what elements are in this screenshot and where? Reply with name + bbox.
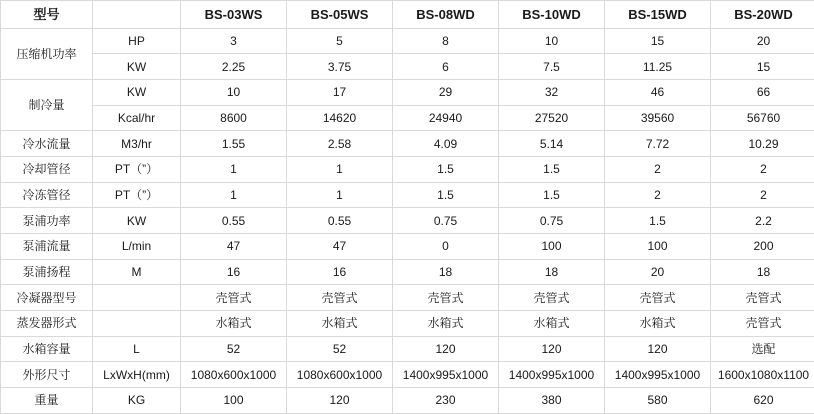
row-unit: LxWxH(mm) [93,362,181,388]
table-row [1,259,814,285]
row-value: 8 [393,28,499,54]
row-value: 2.2 [711,208,814,234]
row-value: 16 [287,259,393,285]
table-body [1,1,814,414]
row-value: 水箱式 [499,311,605,337]
row-value: 水箱式 [181,311,287,337]
row-unit: KW [93,54,181,80]
row-value: 5 [287,28,393,54]
row-value: 27520 [499,105,605,131]
row-value: 0.55 [181,208,287,234]
row-label: 外形尺寸 [1,362,93,388]
header-cell-unit [93,1,181,29]
header-cell-model: BS-05WS [287,1,393,29]
row-value: 2 [605,157,711,183]
row-value: 7.72 [605,131,711,157]
row-value: 120 [393,336,499,362]
row-label: 制冷量 [1,80,93,131]
row-value: 4.09 [393,131,499,157]
header-cell-model: BS-08WD [393,1,499,29]
row-value: 2.25 [181,54,287,80]
row-value: 水箱式 [287,311,393,337]
row-value: 120 [499,336,605,362]
row-unit: KW [93,208,181,234]
row-value: 6 [393,54,499,80]
row-label: 冷却管径 [1,157,93,183]
row-value: 0.75 [393,208,499,234]
row-value: 壳管式 [287,285,393,311]
row-label: 泵浦流量 [1,234,93,260]
row-unit: M [93,259,181,285]
row-unit [93,285,181,311]
row-value: 17 [287,80,393,106]
row-value: 7.5 [499,54,605,80]
row-value: 3 [181,28,287,54]
table-row [1,311,814,337]
row-value: 46 [605,80,711,106]
row-unit: KW [93,80,181,106]
table-row [1,208,814,234]
row-value: 0.75 [499,208,605,234]
row-label: 水箱容量 [1,336,93,362]
row-value: 10 [181,80,287,106]
row-unit: KG [93,388,181,414]
row-value: 32 [499,80,605,106]
row-value: 1400x995x1000 [605,362,711,388]
row-value: 47 [287,234,393,260]
row-label: 冷冻管径 [1,182,93,208]
row-value: 15 [711,54,814,80]
row-value: 壳管式 [711,285,814,311]
row-value: 1 [287,182,393,208]
row-value: 2.58 [287,131,393,157]
row-value: 580 [605,388,711,414]
table-row [1,182,814,208]
row-label: 重量 [1,388,93,414]
row-unit: L/min [93,234,181,260]
row-value: 10 [499,28,605,54]
row-unit: Kcal/hr [93,105,181,131]
row-value: 2 [711,182,814,208]
row-unit: PT（”） [93,157,181,183]
row-value: 1080x600x1000 [287,362,393,388]
row-value: 水箱式 [393,311,499,337]
row-value: 47 [181,234,287,260]
row-value: 壳管式 [605,285,711,311]
row-value: 1400x995x1000 [499,362,605,388]
row-value: 1 [181,157,287,183]
table-row [1,28,814,54]
row-unit: M3/hr [93,131,181,157]
row-value: 1.55 [181,131,287,157]
row-unit [93,311,181,337]
row-value: 选配 [711,336,814,362]
row-value: 1.5 [499,157,605,183]
row-value: 39560 [605,105,711,131]
row-label: 蒸发器形式 [1,311,93,337]
row-value: 1.5 [499,182,605,208]
row-value: 2 [711,157,814,183]
row-value: 56760 [711,105,814,131]
row-label: 压缩机功率 [1,28,93,79]
row-value: 1.5 [605,208,711,234]
row-value: 壳管式 [181,285,287,311]
row-value: 壳管式 [711,311,814,337]
row-unit: L [93,336,181,362]
row-value: 1400x995x1000 [393,362,499,388]
row-value: 29 [393,80,499,106]
row-value: 10.29 [711,131,814,157]
row-value: 16 [181,259,287,285]
row-value: 24940 [393,105,499,131]
table-row [1,285,814,311]
header-cell-model: BS-10WD [499,1,605,29]
row-value: 水箱式 [605,311,711,337]
row-value: 52 [287,336,393,362]
row-value: 66 [711,80,814,106]
row-value: 壳管式 [393,285,499,311]
row-value: 1080x600x1000 [181,362,287,388]
table-row [1,105,814,131]
row-unit: PT（”） [93,182,181,208]
row-value: 5.14 [499,131,605,157]
row-label: 泵浦扬程 [1,259,93,285]
table-row [1,362,814,388]
row-value: 1 [181,182,287,208]
row-value: 0 [393,234,499,260]
row-value: 2 [605,182,711,208]
row-value: 20 [711,28,814,54]
table-header-row [1,1,814,29]
header-cell-model-label: 型号 [1,1,93,29]
row-value: 8600 [181,105,287,131]
row-value: 20 [605,259,711,285]
row-value: 620 [711,388,814,414]
row-unit: HP [93,28,181,54]
table-row [1,80,814,106]
row-value: 1600x1080x1100 [711,362,814,388]
row-value: 100 [605,234,711,260]
row-value: 100 [181,388,287,414]
row-value: 380 [499,388,605,414]
table-row [1,336,814,362]
row-value: 14620 [287,105,393,131]
table-row [1,234,814,260]
row-value: 230 [393,388,499,414]
row-value: 120 [287,388,393,414]
row-value: 11.25 [605,54,711,80]
row-value: 100 [499,234,605,260]
row-value: 壳管式 [499,285,605,311]
table-row [1,131,814,157]
row-value: 18 [499,259,605,285]
table-row [1,388,814,414]
row-value: 1.5 [393,157,499,183]
header-cell-model: BS-03WS [181,1,287,29]
row-label: 冷水流量 [1,131,93,157]
row-value: 52 [181,336,287,362]
table-row [1,157,814,183]
row-value: 200 [711,234,814,260]
row-value: 18 [711,259,814,285]
row-label: 泵浦功率 [1,208,93,234]
row-value: 18 [393,259,499,285]
row-value: 120 [605,336,711,362]
row-value: 1.5 [393,182,499,208]
header-cell-model: BS-20WD [711,1,814,29]
row-value: 0.55 [287,208,393,234]
table-row [1,54,814,80]
row-value: 1 [287,157,393,183]
row-label: 冷凝器型号 [1,285,93,311]
header-cell-model: BS-15WD [605,1,711,29]
row-value: 15 [605,28,711,54]
row-value: 3.75 [287,54,393,80]
